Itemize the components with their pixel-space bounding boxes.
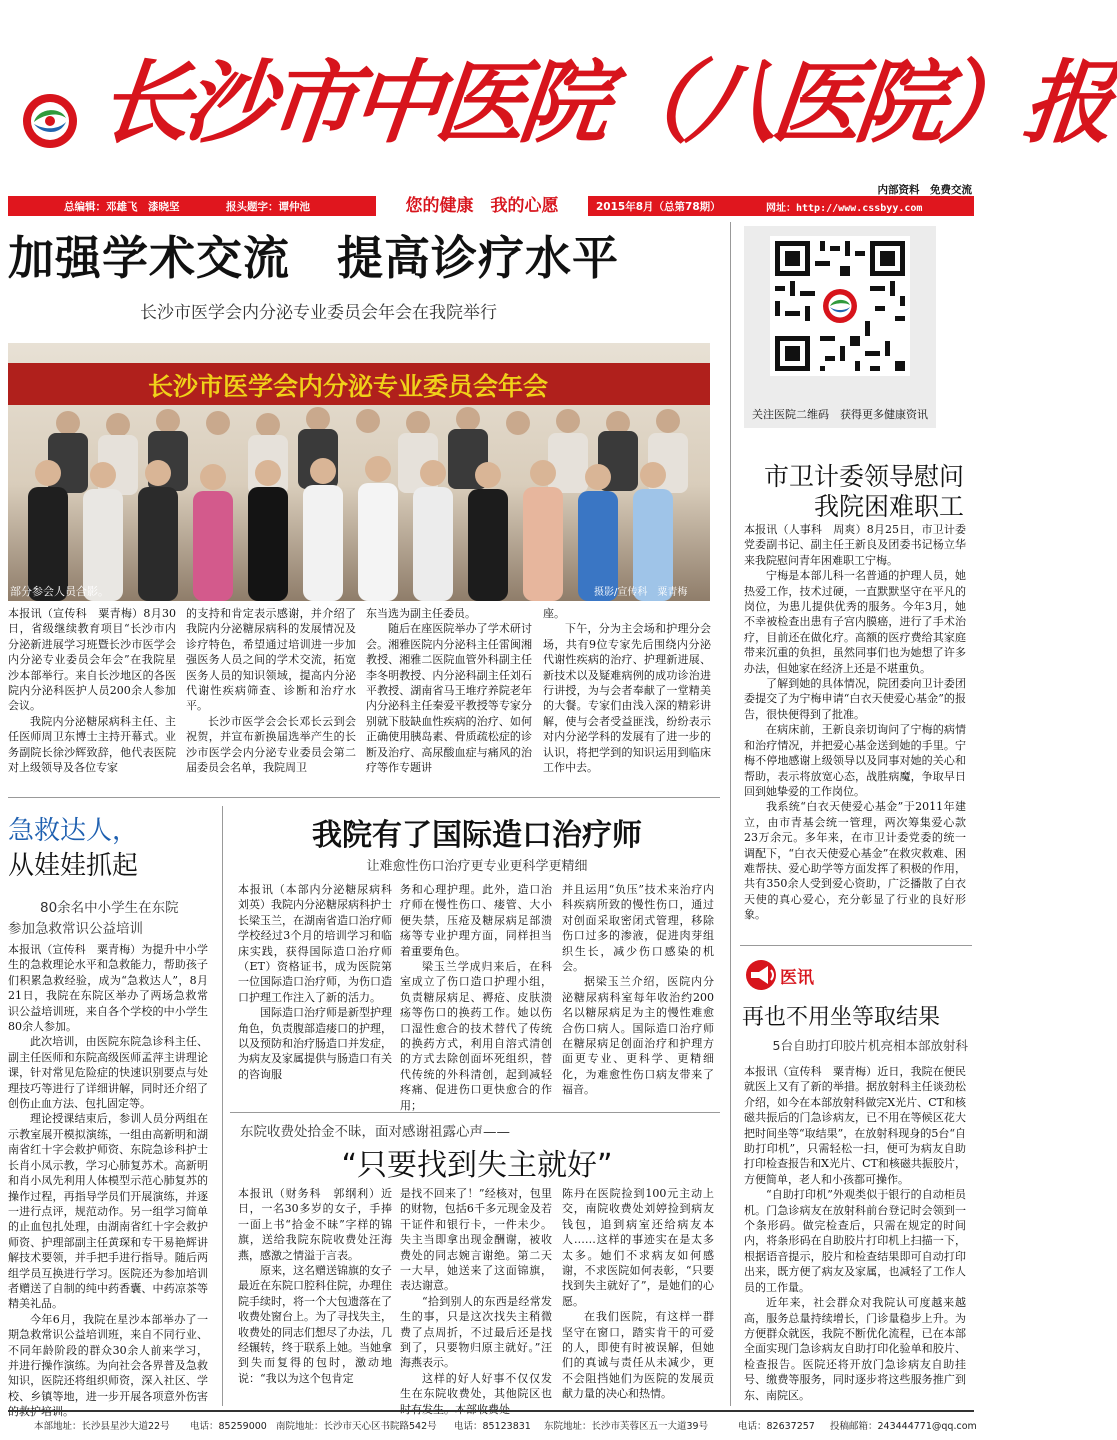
right-paragraph: 本报讯（人事科 周爽）8月25日，市卫计委党委副书记、副主任王新良及团委书记杨立华来我院慰问青年困难职工宁梅。	[744, 523, 966, 567]
left-paragraph: 今年6月，我院在星沙本部举办了一期急救常识公益培训班，来自不同行业、不同年龄阶段的群众30余人前来学习，并进行操作演练。为向社会各界普及急救知识，医院还将组织师资，深入社区、学校、乡镇等地，进一步开展各项意外伤害	[8, 1312, 208, 1403]
bottom-paragraph: 在我们医院，有这样一群坚守在窗口，踏实肯干的可爱的人，即使有时被误解，但她们的真诚与责任从未减少，更不会阻挡她们为医院的发展贡献力量的决心和热情。	[562, 1310, 714, 1401]
slogan-box	[376, 191, 588, 221]
slogan-text: 您的健康 我的心愿	[405, 196, 559, 216]
left-subheadline-line-1: 80余名中小学生在东院	[40, 900, 179, 916]
lead-paragraph: 座。	[543, 607, 565, 620]
qr-box	[744, 226, 936, 428]
footer-address-main: 本部地址：长沙县星沙大道22号	[34, 1421, 170, 1432]
right-story-body	[744, 522, 966, 934]
right-paragraph: 我系统“白衣天使爱心基金”于2011年建立，由市青基会统一管理，两次筹集爱心款23万余元。多年来，在市卫计委党委的统一调配下，“白衣天使爱心基金”在救灾救难、困难帮扶、爱心助学等方面发挥了积极的作用，共有350余人受到爱心资助，广泛播散了白衣天使的真心爱心，充分彰显了行业的良好形象。	[744, 800, 966, 922]
footer-tel-south: 电话：85123831	[454, 1421, 531, 1432]
lead-paragraph: 东当选为副主任委员。	[366, 607, 476, 620]
qr-caption: 关注医院二维码 获得更多健康资讯	[752, 408, 928, 421]
column-divider	[222, 806, 223, 1406]
report-paragraph: 近年来，社会群众对我院认可度越来越高，服务总量持续增长，门诊量稳步上升。为方便群众就医，我院不断优化流程，已在本部全面实现门急诊病友自助打印化验单和胶片、检查报告。医院还将开放门急诊病友自助挂号、缴费等服务，同时逐步将这些服务推广到东、南院区。	[744, 1296, 966, 1402]
lead-story-col-3	[366, 606, 532, 776]
mid-paragraph: 梁玉兰学成归来后，在科室成立了伤口造口护理小组，负责糖尿病足、褥疮、皮肤溃疡等伤口的换药工作。她以伤口湿性愈合的技术替代了传统的换药方式，利用自溶式清创的方式去除创面坏死组织，替代传统的外科清创，起到减轻疼痛、促进伤口更快愈合的作用；	[400, 960, 552, 1112]
column-divider	[730, 222, 731, 1406]
bottom-paragraph: “拾到别人的东西是经常发生的事，只是这次找失主稍微费了点周折，不过最后还是找到了，只要物归原主就好。”汪海燕表示。	[400, 1294, 552, 1370]
left-subheadline-line-2: 参加急救常识公益培训	[8, 921, 143, 937]
mid-story-col-3	[562, 882, 714, 1104]
bottom-paragraph: 这样的好人好事不仅仅发生在东院收费处，其他院区也	[400, 1371, 552, 1401]
lead-paragraph: 长沙市医学会会长邓长云到会祝贺，并宣布新换届选举产生的长沙市医学会内分泌专业委员会第二届委员会名单，我院周卫	[186, 714, 356, 775]
bottom-paragraph: 原来，这名赠送锦旗的女子最近在东院口腔科住院，办理住院手续时，将一个大包遗落在了收费处窗台上。为了寻找失主，收费处的同志们想尽了办法，几经辗转，终于联系上她。当她拿到失而复得的包时，激动地说：“我以为这个包肯定	[238, 1264, 392, 1385]
report-paragraph: “自助打印机”外观类似于银行的自动柜员机。门急诊病友在放射科前台登记时会领到一个条形码。做完检查后，只需在规定的时间内，将条形码在自助胶片打印机上扫描一下，根据语音提示，胶片和检查结果即可自动打印出来，既方便了病友及家属，也减轻了工作人员的工作量。	[744, 1188, 966, 1294]
photo-caption-right: 摄影/宣传科 粟青梅	[594, 587, 688, 598]
footer-tel-east: 电话：82637257	[738, 1421, 815, 1432]
right-headline-line-1: 市卫计委领导慰问	[763, 462, 964, 491]
section-divider	[8, 797, 720, 798]
report-headline: 再也不用坐等取结果	[742, 1005, 941, 1030]
section-divider	[740, 945, 972, 946]
report-paragraph: 本报讯（宣传科 粟青梅）近日，我院在便民就医上又有了新的举措。据放射科主任谈劲松介绍，如今在本部放射科做完X光片、CT和核磁共振后的门急诊病友，已不用在等候区花大把时间坐等“取结果”，在放射科现身的5台“自助打印机”，只需轻松一扫，便可为病友自助打印检查报告和X光片、CT和核磁共振胶片，方便简单，老人和小孩都可操作。	[744, 1065, 966, 1186]
bottom-story-col-1	[238, 1186, 392, 1404]
left-paragraph: 理论授课结束后，参训人员分两组在示教室展开模拟演练，一组由高新明和湖南省红十字会救护师资、东院急诊科护士长肖小凤示教，学习心肺复苏术。高新明和肖小凤先利用人体模型示范心肺复苏的操作过程，再指导学员们开展演练，并逐一进行点评，规范动作。另一组学习简单的止血包扎处理，由湖南省红十字会救护师资、护理部副主任黄琛和专干易艳辉讲解技术要领，并手把手进行指导。随后两组学员互换进行学习。医院还为参加培训者赠送了自制的纯中药香囊、中药凉茶等精美礼品。	[8, 1112, 208, 1311]
lead-headline: 加强学术交流 提高诊疗水平	[8, 231, 619, 285]
bottom-paragraph: 本报讯（财务科 郭纲利）近日，一名30多岁的女子，手捧一面上书“拾金不昧”字样的锦旗，送给我院东院收费处汪海燕，感激之情溢于言表。	[238, 1187, 392, 1262]
bottom-paragraph: 是找不回来了！”经核对，包里的财物，包括6千多元现金及若干证件和银行卡，一件未少。失主当即拿出现金酬谢，被收费处的同志婉言谢绝。第二天一大早，她送来了这面锦旗，表达谢意。	[400, 1187, 552, 1293]
right-paragraph: 宁梅是本部儿科一名普通的护理人员，她热爱工作，技术过硬，一直默默坚守在平凡的岗位，为患儿提供优秀的服务。今年3月，她不幸被检查出患有子宫内膜癌，进行了手术治疗，目前还在做化疗。高额的医疗费给其家庭带来沉重的负担，虽然同事们也为她想了许多办法，但她家在经济上还是不堪重负。	[744, 569, 966, 675]
newspaper-title: 长沙市中医院（八医院）报	[94, 50, 1114, 156]
bottom-kicker: 东院收费处拾金不昧，面对感谢祖露心声——	[240, 1124, 510, 1140]
mid-subheadline: 让难愈性伤口治疗更专业更科学更精细	[366, 859, 588, 874]
report-subheadline: 5台自助打印胶片机亮相本部放射科	[772, 1038, 968, 1053]
left-story-body	[8, 942, 208, 1404]
left-headline-line-1: 急救达人，	[8, 816, 139, 846]
editors-label: 总编辑：邓雄飞 漆晓坚	[64, 201, 180, 213]
qr-code-icon	[770, 236, 910, 376]
lead-paragraph: 本报讯（宣传科 粟青梅）8月30日，省级继续教育项目“长沙市内分泌新进展学习班暨长沙市医学会内分泌专业委员会年会”在我院星沙本部举行。来自长沙地区的各医院内分泌科医护人员200余人参加会议。	[8, 607, 176, 713]
photo-caption-left: 部分参会人员合影。	[10, 585, 109, 598]
mid-story-col-2	[400, 882, 552, 1112]
lead-story-col-1	[8, 606, 176, 776]
lead-paragraph: 我院内分泌糖尿病科主任、主任医师周卫东博士主持开幕式。业务副院长徐沙辉致辞，他代表医院对上级领导及各位专家	[8, 714, 176, 775]
section-divider	[230, 1112, 720, 1113]
mid-paragraph: 国际造口治疗师是新型护理角色，负责腹部造瘘口的护理，以及预防和治疗肠造口并发症，为病友及家属提供与肠造口有关的咨询服	[238, 1006, 392, 1081]
left-paragraph: 此次培训，由医院东院急诊科主任、副主任医师和东院高级医师孟萍主讲理论课，针对常见危险症的快速识别要点与处理技巧等进行了详细讲解，同时还介绍了创伤止血方法、包扎固定等。	[8, 1035, 208, 1111]
lead-paragraph: 随后在座医院举办了学术研讨会。湘雅医院内分泌科主任雷闽湘教授、湘雅二医院血管外科副主任李冬明教授、内分泌科副主任刘石平教授、湖南省马王堆疗养院老年内分泌科主任秦爱平教授等专家分别就下肢缺血性疾病的治疗、如何正确使用胰岛素、骨质疏松症的诊断及治疗、高尿酸血症与痛风的治疗等作专题讲	[366, 622, 532, 775]
report-story-body	[744, 1064, 966, 1404]
inscription-label: 报头题字：谭仲池	[226, 201, 310, 213]
footer-tel-main: 电话：85259000	[190, 1421, 267, 1432]
free-exchange-note: 内部资料 免费交流	[877, 184, 972, 196]
footer-rule	[8, 1410, 974, 1412]
website-label: 网址：http://www.cssbyy.com	[766, 203, 923, 214]
footer-email: 投稿邮箱：243444771@qq.com	[830, 1421, 977, 1432]
bottom-story-col-2	[400, 1186, 552, 1404]
left-paragraph: 本报讯（宣传科 粟青梅）为提升中小学生的急救理论水平和急救能力，帮助孩子们积累急救经验，成为“急救达人”，8月21日，我院在东院区举办了两场急救常识公益培训班，来自各个学校的中小学生80余人参加。	[8, 943, 208, 1034]
mid-paragraph: 据梁玉兰介绍，医院内分泌糖尿病科室每年收治约200名以糖尿病足为主的慢性难愈合伤口病人。国际造口治疗师在糖尿病足创面治疗和护理方面更专业、更科学、更精细化，为难愈性伤口病友带来了福音。	[562, 975, 714, 1097]
mid-story-col-1	[238, 882, 403, 1104]
lead-story-col-2	[186, 606, 356, 776]
photo-banner-text: 长沙市医学会内分泌专业委员会年会	[148, 372, 549, 401]
mid-headline: 我院有了国际造口治疗师	[312, 818, 642, 853]
news-badge-label: 医讯	[780, 968, 814, 988]
group-photo	[8, 343, 710, 601]
right-paragraph: 在病床前，王新良亲切询问了宁梅的病情和治疗情况，并把爱心基金送到她的手里。宁梅不停地感谢上级领导以及同事对她的关心和帮助，表示将放宽心态，战胜病魔，争取早日回到她挚爱的工作岗位。	[744, 723, 966, 798]
hospital-logo-icon	[20, 90, 80, 152]
crowd-illustration	[8, 403, 710, 601]
mid-paragraph: 本报讯（本部内分泌糖尿病科 刘英）我院内分泌糖尿病科护士长梁玉兰，在湖南省造口治疗师学校经过3个月的培训学习和临床实践，获得国际造口治疗师（ET）资格证书，成为医院第一位国际造口治疗师，为伤口造口护理工作注入了新的活力。	[238, 883, 403, 1004]
news-badge	[742, 958, 832, 992]
footer-address-east: 东院地址：长沙市芙蓉区五一大道39号	[544, 1421, 709, 1432]
lead-story-col-4	[543, 606, 711, 776]
bottom-headline: “只要找到失主就好”	[341, 1148, 613, 1183]
bottom-story-col-3	[562, 1186, 714, 1404]
footer-address-south: 南院地址：长沙市天心区书院路542号	[276, 1421, 437, 1432]
mid-paragraph: 务和心理护理。此外，造口治疗师在慢性伤口、瘘管、大小便失禁，压疮及糖尿病足部溃疡等专业护理方面，同样担当着重要角色。	[400, 883, 552, 958]
lead-paragraph: 下午，分为主会场和护理分会场，共有9位专家先后围绕内分泌代谢性疾病的治疗、护理新进展、新技术以及疑难病例的成功诊治进行讲授，为与会者奉献了一堂精美的大餐。专家们由浅入深的精彩讲解，使与会者受益匪浅，纷纷表示对内分泌学科的发展有了进一步的认识，将把学到的知识运用到临床工作中去。	[543, 622, 711, 775]
issue-label: 2015年8月（总第78期）	[596, 201, 721, 213]
masthead	[0, 0, 1114, 196]
megaphone-icon	[742, 958, 782, 992]
left-headline-line-2: 从娃娃抓起	[8, 851, 139, 881]
bottom-paragraph: 陈丹在医院捡到100元主动上交，南院收费处刘婷捡到病友钱包，追到病室还给病友本人……这样的事迹实在是太多太多。她们不求病友如何感谢，不求医院如何表彰，“只要找到失主就好了”，是她们的心愿。	[562, 1187, 714, 1308]
footer	[8, 1416, 977, 1434]
lead-subheadline: 长沙市医学会内分泌专业委员会年会在我院举行	[140, 303, 497, 323]
right-headline-line-2: 我院困难职工	[813, 492, 964, 521]
right-paragraph: 了解到她的具体情况，院团委向卫计委团委提交了为宁梅申请“白衣天使爱心基金”的报告，很快便得到了批准。	[744, 677, 966, 721]
mid-paragraph: 并且运用“负压”技术来治疗内科疾病所致的慢性伤口，通过对创面采取密闭式管理，移除伤口过多的渗液，促进肉芽组织生长，减少伤口感染的机会。	[562, 883, 714, 974]
lead-paragraph: 的支持和肯定表示感谢，并介绍了我院内分泌糖尿病科的发展情况及诊疗特色，希望通过培训进一步加强医务人员之间的学术交流，拓宽医务人员的知识领域，提高内分泌代谢性疾病筛查、诊断和治疗水平。	[186, 607, 356, 713]
